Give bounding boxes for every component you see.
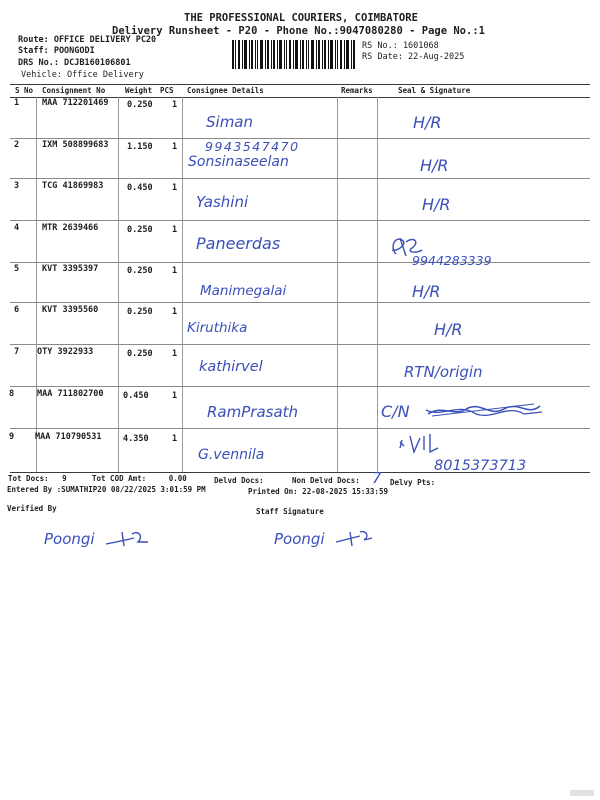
- col-header-remarks: Remarks: [341, 86, 373, 95]
- col-header-consignment: Consignment No: [42, 86, 106, 95]
- row-separator: [10, 302, 590, 303]
- col-divider: [377, 97, 378, 472]
- non-delivered-count-handwritten: 7: [372, 469, 382, 487]
- total-docs: Tot Docs: 9: [8, 474, 67, 483]
- col-divider: [118, 97, 119, 472]
- row-seal-handwritten: H/R: [412, 282, 441, 301]
- col-header-weight: Weight: [125, 86, 153, 95]
- row-separator: [10, 262, 590, 263]
- rs-number: RS No.: 1601068: [362, 41, 439, 51]
- drs-number: DRS No.: DCJB160106801: [18, 58, 131, 68]
- table-top-rule: [10, 84, 590, 85]
- signature-scribble: [396, 432, 440, 456]
- row-separator: [10, 344, 590, 345]
- staff: Staff: POONGODI: [18, 46, 95, 56]
- row-consignment: IXM 508899683: [42, 140, 109, 150]
- row-consignee-phone-handwritten: 9943547470: [205, 139, 300, 154]
- row-consignment: MTR 2639466: [42, 223, 99, 233]
- row-consignment: MAA 710790531: [35, 432, 102, 442]
- row-seal-handwritten: H/R: [434, 320, 463, 339]
- row-sno: 3: [14, 181, 20, 191]
- printed-on: Printed On: 22-08-2025 15:33:59: [248, 487, 388, 496]
- row-sno: 5: [14, 264, 20, 274]
- row-consignment: KVT 3395560: [42, 305, 99, 315]
- row-consignee-handwritten: Manimegalai: [200, 283, 287, 299]
- row-pcs: 1: [172, 349, 178, 359]
- row-pcs: 1: [172, 266, 178, 276]
- row-weight: 1.150: [127, 142, 153, 152]
- row-seal-handwritten: H/R: [420, 156, 449, 175]
- row-pcs: 1: [172, 307, 178, 317]
- row-separator: [10, 428, 590, 429]
- row-consignee-handwritten: kathirvel: [199, 359, 263, 375]
- verified-by-label: Verified By: [7, 504, 57, 513]
- row-pcs: 1: [172, 434, 178, 444]
- rs-date: RS Date: 22-Aug-2025: [362, 52, 465, 62]
- row-weight: 4.350: [123, 434, 149, 444]
- row-pcs: 1: [172, 142, 178, 152]
- row-weight: 0.250: [127, 349, 153, 359]
- row-consignee-handwritten: G.vennila: [198, 447, 265, 463]
- row-sno: 8: [9, 389, 15, 399]
- row-pcs: 1: [172, 183, 178, 193]
- row-sno: 6: [14, 305, 20, 315]
- col-divider: [337, 97, 338, 472]
- delivery-points: Delvy Pts:: [390, 478, 436, 487]
- row-consignee-handwritten: Sonsinaseelan: [188, 154, 289, 170]
- row-seal-handwritten: C/N: [381, 402, 410, 421]
- row-pcs: 1: [172, 100, 178, 110]
- row-seal-handwritten: 8015373713: [434, 458, 527, 474]
- row-seal-handwritten: RTN/origin: [404, 363, 483, 381]
- row-weight: 0.450: [127, 183, 153, 193]
- row-weight: 0.250: [127, 266, 153, 276]
- row-consignment: MAA 711802700: [37, 389, 104, 399]
- row-separator: [10, 178, 590, 179]
- row-consignee-handwritten: Siman: [206, 113, 253, 131]
- row-consignee-handwritten: Yashini: [196, 193, 249, 211]
- row-consignment: KVT 3395397: [42, 264, 99, 274]
- row-weight: 0.250: [127, 225, 153, 235]
- row-separator: [10, 138, 590, 139]
- row-weight: 0.250: [127, 100, 153, 110]
- scribbled-out-text: [424, 400, 544, 422]
- row-seal-handwritten: H/R: [422, 195, 451, 214]
- col-header-sno: S No: [15, 86, 34, 95]
- row-sno: 9: [9, 432, 15, 442]
- company-name: THE PROFESSIONAL COURIERS, COIMBATORE: [184, 12, 418, 24]
- row-consignee-handwritten: RamPrasath: [207, 403, 299, 421]
- row-sno: 1: [14, 98, 20, 108]
- entered-by: Entered By :SUMATHIP20 08/22/2025 3:01:59 PM: [7, 485, 206, 494]
- signature-flourish: [104, 528, 152, 552]
- row-consignee-handwritten: Kiruthika: [187, 320, 248, 336]
- delivered-docs: Delvd Docs:: [214, 476, 264, 485]
- row-separator: [10, 220, 590, 221]
- row-weight: 0.450: [123, 391, 149, 401]
- signature-flourish: [334, 528, 374, 552]
- col-header-seal: Seal & Signature: [398, 86, 471, 95]
- barcode: [232, 40, 356, 69]
- non-delivered-docs: Non Delvd Docs:: [292, 476, 360, 485]
- row-sno: 7: [14, 347, 20, 357]
- row-separator: [10, 386, 590, 387]
- row-sno: 4: [14, 223, 20, 233]
- row-seal-handwritten: H/R: [413, 113, 442, 132]
- runsheet-title: Delivery Runsheet - P20 - Phone No.:9047080280 - Page No.:1: [112, 25, 485, 37]
- route: Route: OFFICE DELIVERY PC20: [18, 35, 157, 45]
- col-divider: [182, 97, 183, 472]
- staff-signature: Poongi: [274, 530, 325, 548]
- row-pcs: 1: [172, 225, 178, 235]
- row-seal-handwritten: 9944283339: [412, 253, 492, 268]
- row-consignment: OTY 3922933: [37, 347, 94, 357]
- row-consignment: MAA 712201469: [42, 98, 109, 108]
- row-sno: 2: [14, 140, 20, 150]
- scan-mark: [570, 790, 594, 796]
- staff-signature-label: Staff Signature: [256, 507, 324, 516]
- row-consignee-handwritten: Paneerdas: [196, 234, 281, 253]
- col-divider: [36, 97, 37, 472]
- col-header-consignee: Consignee Details: [187, 86, 264, 95]
- verified-by-signature: Poongi: [44, 530, 95, 548]
- row-consignment: TCG 41869983: [42, 181, 104, 191]
- total-cod-amount: Tot COD Amt: 0.00: [92, 474, 187, 483]
- vehicle: Vehicle: Office Delivery: [21, 70, 144, 80]
- col-header-pcs: PCS: [160, 86, 174, 95]
- row-weight: 0.250: [127, 307, 153, 317]
- row-pcs: 1: [172, 391, 178, 401]
